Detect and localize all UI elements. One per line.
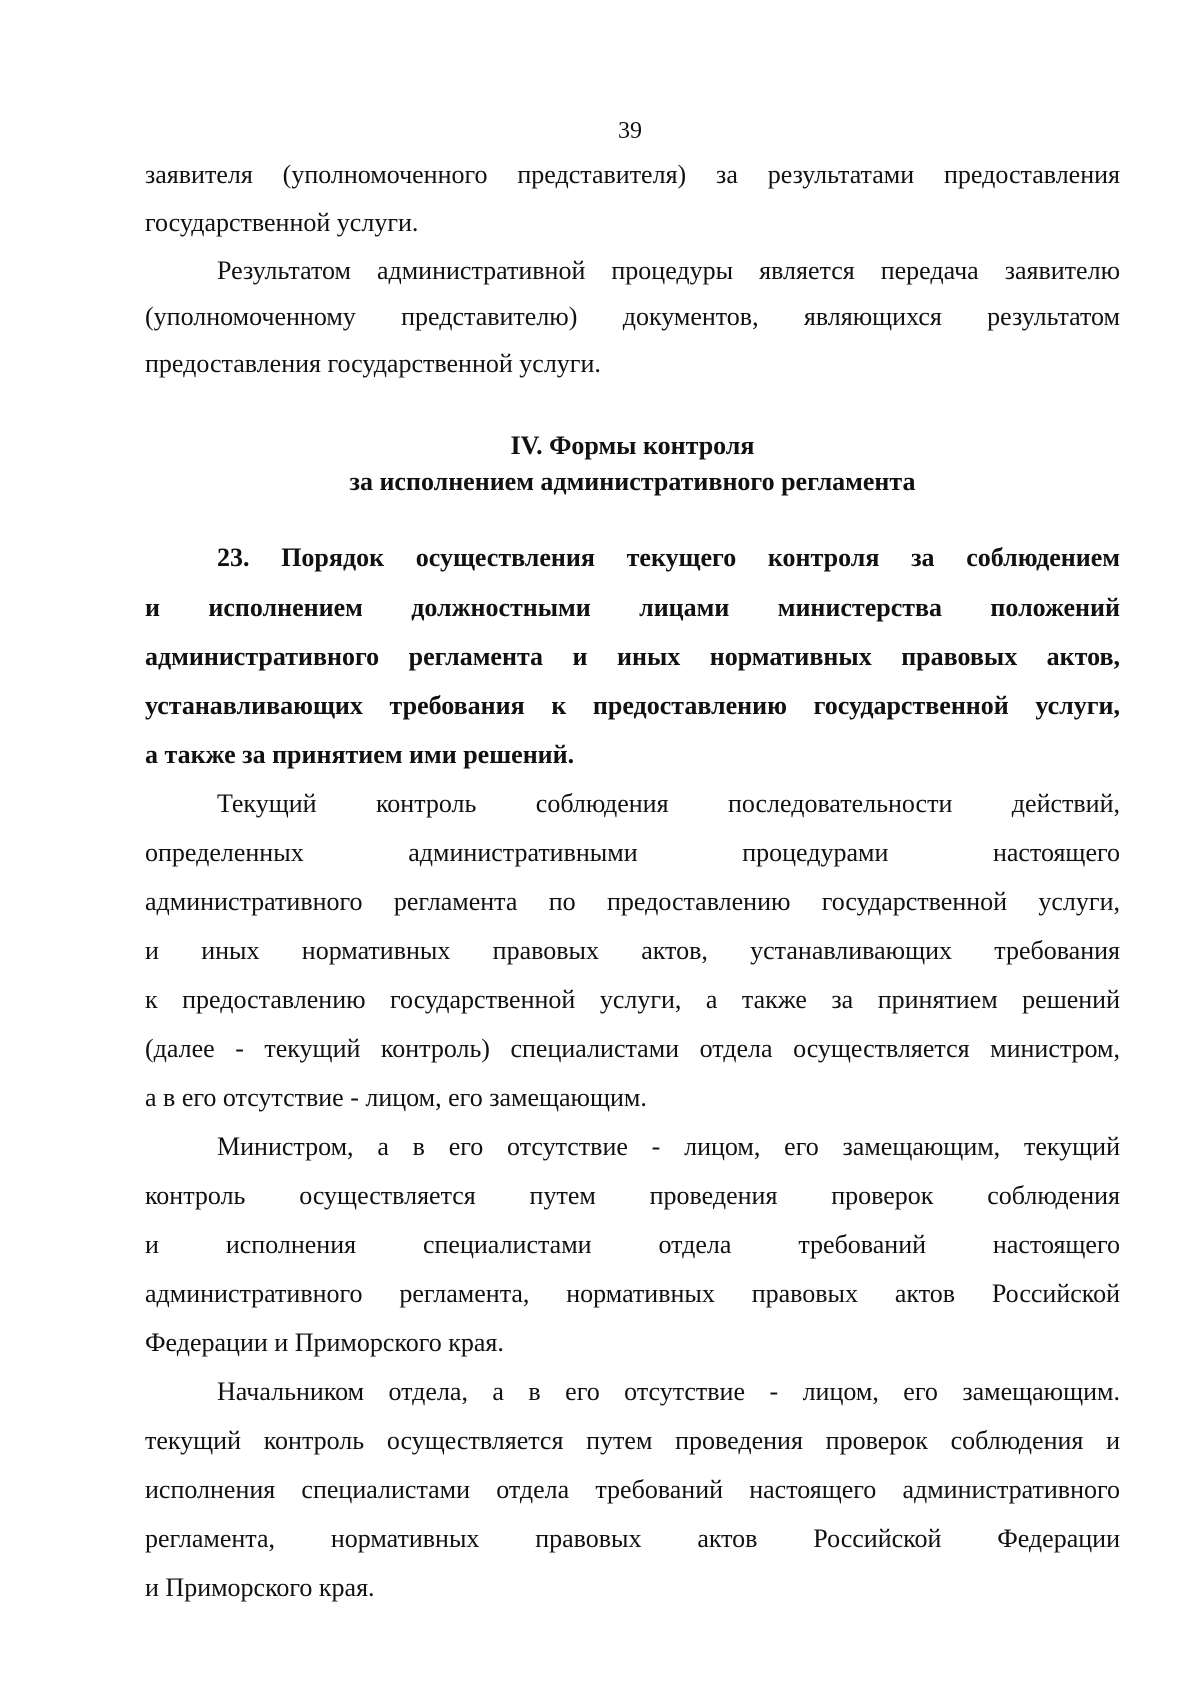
head-of-department-line-3: исполнения специалистами отдела требований настоящего административного [145,1475,1120,1504]
result-paragraph-line-2: (уполномоченному представителю) документов, являющихся результатом [145,302,1120,331]
current-control-line-7: а в его отсутствие - лицом, его замещающим. [145,1083,647,1112]
current-control-line-2: определенных административными процедурами настоящего [145,838,1120,867]
head-of-department-line-5: и Приморского края. [145,1573,375,1602]
page-number: 39 [618,118,642,144]
continuation-line-1: заявителя (уполномоченного представителя) за результатами предоставления [145,160,1120,189]
subsection-23-line-1: 23. Порядок осуществления текущего контроля за соблюдением [217,543,1120,572]
section-heading-line-1: IV. Формы контроля [510,431,755,460]
current-control-line-6: (далее - текущий контроль) специалистами отдела осуществляется министром, [145,1034,1120,1063]
minister-paragraph-line-2: контроль осуществляется путем проведения проверок соблюдения [145,1181,1120,1210]
current-control-line-4: и иных нормативных правовых актов, устанавливающих требования [145,936,1120,965]
subsection-23-line-5: а также за принятием ими решений. [145,740,575,769]
section-heading-line-2: за исполнением административного регламента [349,467,916,496]
subsection-23-line-2: и исполнением должностными лицами министерства положений [145,593,1120,622]
result-paragraph-line-3: предоставления государственной услуги. [145,349,601,378]
current-control-line-1: Текущий контроль соблюдения последовательности действий, [217,789,1120,818]
head-of-department-line-1: Начальником отдела, а в его отсутствие - лицом, его замещающим. [217,1377,1120,1406]
current-control-line-3: административного регламента по предоставлению государственной услуги, [145,887,1120,916]
subsection-23-line-3: административного регламента и иных нормативных правовых актов, [145,642,1120,671]
current-control-line-5: к предоставлению государственной услуги, а также за принятием решений [145,985,1120,1014]
minister-paragraph-line-5: Федерации и Приморского края. [145,1328,504,1357]
result-paragraph-line-1: Результатом административной процедуры является передача заявителю [217,256,1120,285]
subsection-23-line-4: устанавливающих требования к предоставлению государственной услуги, [145,691,1120,720]
minister-paragraph-line-4: административного регламента, нормативных правовых актов Российской [145,1279,1120,1308]
minister-paragraph-line-3: и исполнения специалистами отдела требований настоящего [145,1230,1120,1259]
head-of-department-line-2: текущий контроль осуществляется путем проведения проверок соблюдения и [145,1426,1120,1455]
continuation-line-2: государственной услуги. [145,208,419,237]
head-of-department-line-4: регламента, нормативных правовых актов Российской Федерации [145,1524,1120,1553]
minister-paragraph-line-1: Министром, а в его отсутствие - лицом, его замещающим, текущий [217,1132,1120,1161]
